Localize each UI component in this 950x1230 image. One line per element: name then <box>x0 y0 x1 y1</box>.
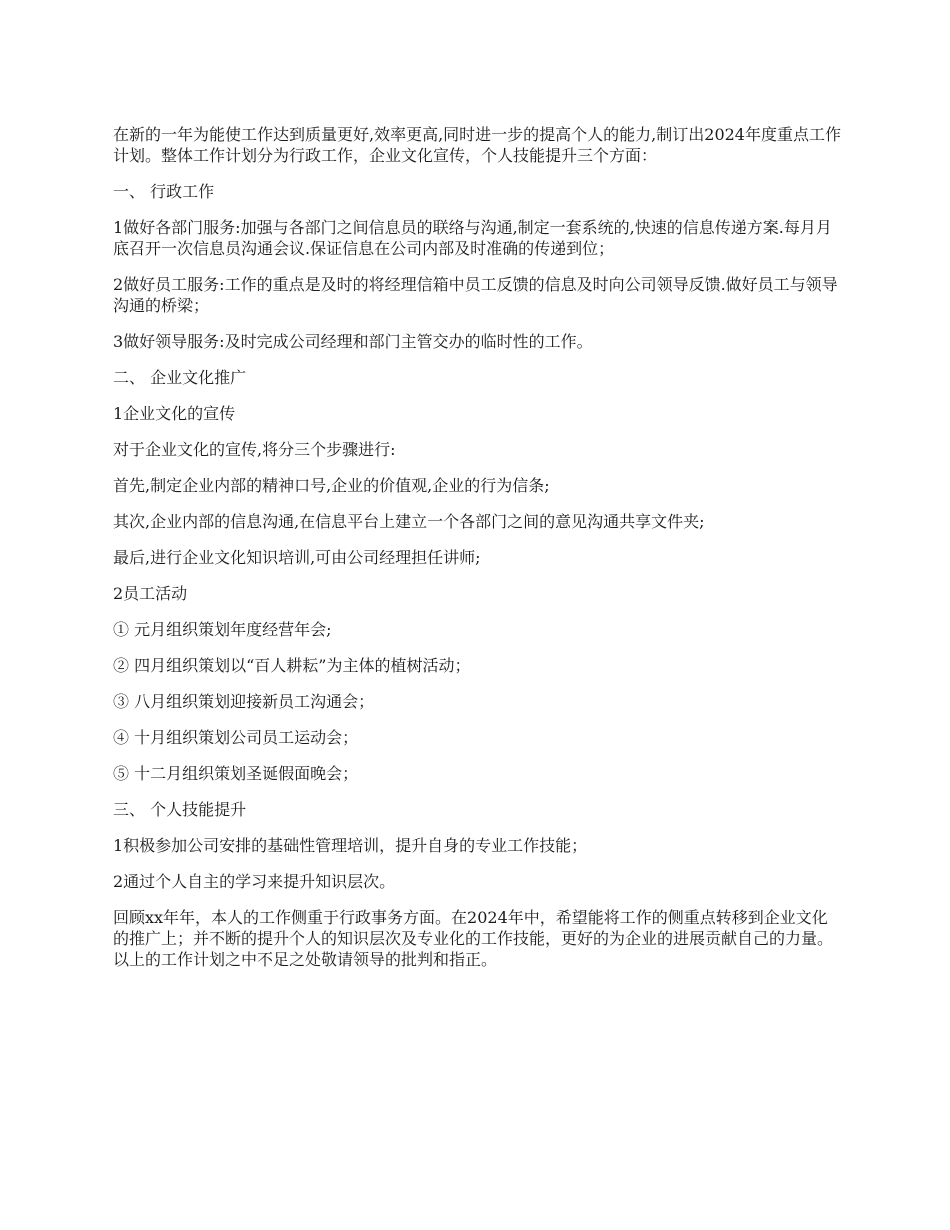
closing-paragraph: 回顾xx年年，本人的工作侧重于行政事务方面。在2024年中，希望能将工作的侧重点转移到企业文化的推广上；并不断的提升个人的知识层次及专业化的工作技能，更好的为企业的进展贡献自己的力量。以上的工作计划之中不足之处敬请领导的批判和指正。 <box>113 908 834 969</box>
skills-item-1: 1积极参加公司安排的基础性管理培训，提升自身的专业工作技能； <box>113 836 588 855</box>
activity-item-5: ⑤ 十二月组织策划圣诞假面晚会； <box>113 764 359 783</box>
culture-subheading-1: 1企业文化的宣传 <box>113 404 236 423</box>
admin-item-2: 2做好员工服务:工作的重点是及时的将经理信箱中员工反馈的信息及时向公司领导反馈.做好员工与领导沟通的桥梁； <box>113 275 838 315</box>
admin-item-3: 3做好领导服务:及时完成公司经理和部门主管交办的临时性的工作。 <box>113 332 593 351</box>
section-heading-admin: 一、 行政工作 <box>113 182 215 201</box>
culture-step-1: 首先,制定企业内部的精神口号,企业的价值观,企业的行为信条; <box>113 476 550 495</box>
activity-item-4: ④ 十月组织策划公司员工运动会； <box>113 728 359 747</box>
section-heading-culture: 二、 企业文化推广 <box>113 368 247 387</box>
culture-subheading-2: 2员工活动 <box>113 584 188 603</box>
culture-step-2: 其次,企业内部的信息沟通,在信息平台上建立一个各部门之间的意见沟通共享文件夹; <box>113 512 705 531</box>
section-heading-skills: 三、 个人技能提升 <box>113 800 247 819</box>
admin-item-1: 1做好各部门服务:加强与各部门之间信息员的联络与沟通,制定一套系统的,快速的信息传递方案.每月月底召开一次信息员沟通会议.保证信息在公司内部及时准确的传递到位； <box>113 218 832 258</box>
intro-paragraph: 在新的一年为能使工作达到质量更好,效率更高,同时进一步的提高个人的能力,制订出2024年度重点工作计划。整体工作计划分为行政工作，企业文化宣传，个人技能提升三个方面： <box>113 125 841 165</box>
culture-intro: 对于企业文化的宣传,将分三个步骤进行: <box>113 440 396 459</box>
activity-item-3: ③ 八月组织策划迎接新员工沟通会； <box>113 692 375 711</box>
activity-item-1: ① 元月组织策划年度经营年会; <box>113 620 332 639</box>
document-page <box>113 124 843 985</box>
culture-step-3: 最后,进行企业文化知识培训,可由公司经理担任讲师; <box>113 548 481 567</box>
activity-item-2: ② 四月组织策划以“百人耕耘”为主体的植树活动； <box>113 656 471 675</box>
skills-item-2: 2通过个人自主的学习来提升知识层次。 <box>113 872 396 891</box>
